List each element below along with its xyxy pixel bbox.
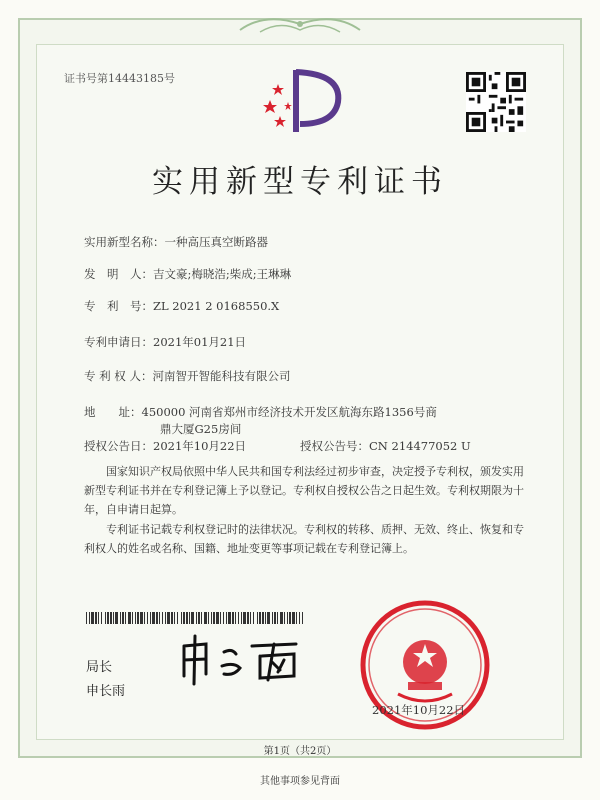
address-field [84,404,437,421]
cnipa-logo-icon [256,66,348,138]
inventor-label: 发 明 人： [84,267,153,281]
certificate-number: 证书号第14443185号 [64,72,175,85]
utility-model-name-field [84,234,268,251]
page-number: 第1页（共2页） [263,746,337,757]
patent-number-label: 专 利 号： [84,299,153,313]
legal-status-paragraph: 专利证书记载专利权登记时的法律状况。专利权的转移、质押、无效、终止、恢复和专利权人的姓名或名称、国籍、地址变更等事项记载在专利登记簿上。 [84,523,524,555]
patent-number-value: ZL 2021 2 0168550.X [153,299,280,313]
utility-model-name-value: 一种高压真空断路器 [164,235,268,249]
address-line-2-row [160,421,241,438]
announcement-date-value: 2021年10月22日 [153,439,247,453]
signatory-name: 申长雨 [86,684,126,699]
director-signature-icon [176,632,306,688]
utility-model-name-label: 实用新型名称： [84,235,165,249]
application-date-value: 2021年01月21日 [153,335,247,349]
certificate-title: 实用新型专利证书 [152,164,448,200]
announcement-number-value: CN 214477052 U [369,439,471,453]
announcement-date-label: 授权公告日： [84,439,153,453]
barcode-icon [86,612,304,624]
footer-note: 其他事项参见背面 [260,776,340,787]
application-date-label: 专利申请日： [84,335,153,349]
announcement-number-field [300,438,471,455]
top-ornament-icon [230,10,370,40]
inventor-field [84,266,291,283]
patentee-value: 河南智开智能科技有限公司 [152,369,291,383]
inventor-value: 吉文豪;梅晓浩;柴成;王琳琳 [153,267,292,281]
address-label: 地 址： [84,405,142,419]
issue-date: 2021年10月22日 [372,703,466,717]
patent-number-field [84,298,279,315]
signatory-title: 局长 [86,660,113,675]
address-line-2: 鼎大厦G25房间 [160,422,242,436]
qr-code-icon [466,72,526,132]
patentee-field [84,368,290,385]
address-line-1: 450000 河南省郑州市经济技术开发区航海东路1356号商 [141,405,437,419]
grant-statement-paragraph: 国家知识产权局依照中华人民共和国专利法经过初步审查，决定授予专利权，颁发实用新型专利证书并在专利登记簿上予以登记。专利权自授权公告之日起生效。专利权期限为十年，自申请日起算。 [84,465,524,516]
application-date-field [84,334,246,351]
patentee-label: 专 利 权 人： [84,369,153,383]
announcement-date-field [84,438,246,455]
announcement-number-label: 授权公告号： [300,439,369,453]
